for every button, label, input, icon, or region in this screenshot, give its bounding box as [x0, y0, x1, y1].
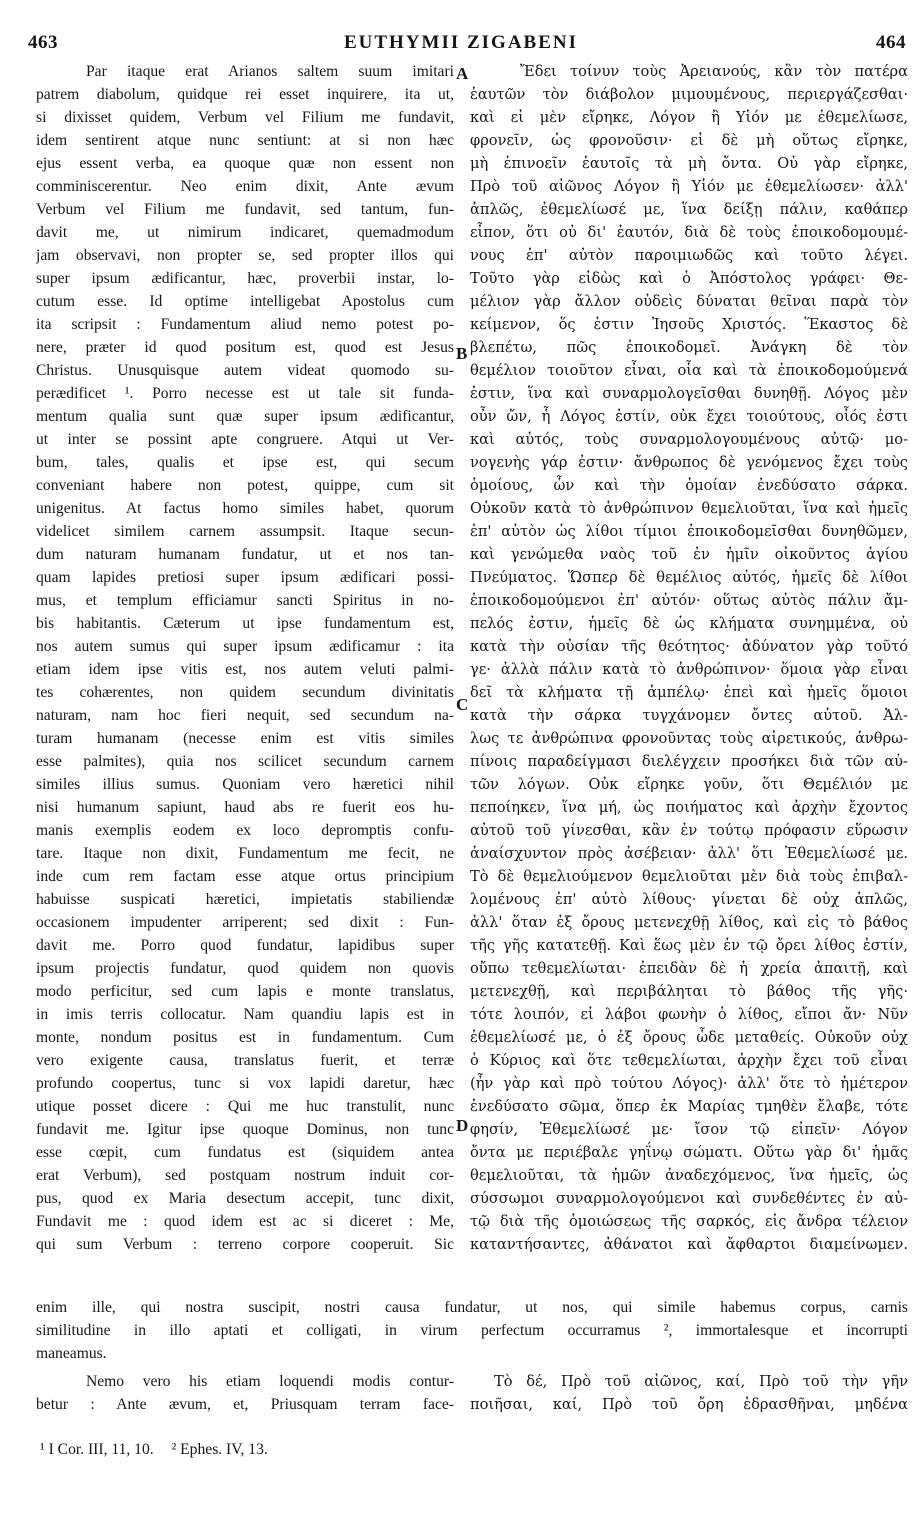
greek-line: Τοῦτο γὰρ εἰδὼς καὶ ὁ Ἀπόστολος γράφει· Θε-: [470, 270, 908, 287]
latin-line: habuisse suspicati hæretici, impietatis stabiliendæ: [36, 891, 454, 908]
full-width-line-2: similitudine in illo aptati et colligati, in virum perfectum occurramus ², immortalesque et incorrupti: [36, 1322, 908, 1339]
footnotes: [40, 1438, 282, 1461]
latin-line: davit me. Porro quod fundatur, lapidibus super: [36, 937, 454, 954]
right-page-number: 464: [876, 32, 906, 53]
greek-line: αὐτοῦ τοῦ γίνεσθαι, κἂν ἐν τούτῳ πρόφασιν εὕρωσιν: [470, 822, 908, 839]
latin-line: ejus essent verba, ea quoque quæ non essent non: [36, 155, 454, 172]
greek-line: φησίν, Ἐθεμελίωσέ με· ἴσον τῷ εἰπεῖν· Λόγον: [470, 1121, 908, 1138]
latin-line: vero exigente causa, translatus fuerit, et terræ: [36, 1052, 454, 1069]
latin-line: utique posset dicere : Qui me huc transtulit, nunc: [36, 1098, 454, 1115]
greek-line: βλεπέτω, πῶς ἐποικοδομεῖ. Ἀνάγκη δὲ τὸν: [470, 339, 908, 356]
latin-line: cutum esse. Id optime intelligebat Apostolus cum: [36, 293, 454, 310]
greek-line: λομένους ἐπ' αὐτὸ λίθους· γίνεται δὲ οὐχ ἁπλῶς,: [470, 891, 908, 908]
left-page-number: 463: [28, 32, 58, 53]
footnote-1: ¹ I Cor. III, 11, 10.: [40, 1441, 154, 1458]
latin-line: videlicet similem carnem assumpsit. Itaque secun-: [36, 523, 454, 540]
latin-line: perædificet ¹. Porro necesse est ut tale sit funda-: [36, 385, 454, 402]
latin-line: Christus. Unusquisque autem videat quomodo su-: [36, 362, 454, 379]
greek-line: ὁ Κύριος καὶ ὅτε τεθεμελίωται, ἀρχὴν ἔχει τοῦ εἶναι: [470, 1052, 908, 1069]
greek-line: ἀναίσχυντον πρὸς ἀσέβειαν· ἀλλ' ὅτι Ἐθεμελίωσέ με.: [470, 845, 908, 862]
greek-line: γε· ἀλλὰ πάλιν κατὰ τὸ ἀνθρώπινον· ὅμοια γὰρ εἶναι: [470, 661, 908, 678]
greek-line: οὖν ὤν, ἧ Λόγος ἐστίν, οὐκ ἔχει τοιούτους, οἷός ἐστι: [470, 408, 908, 425]
greek-line: θεμελιοῦται, τὰ ἡμῶν ἀναδεχόμενος, ἵνα ἡμεῖς, ὡς: [470, 1167, 908, 1184]
full-width-line-1: enim ille, qui nostra suscipit, nostri causa fundatur, ut nos, qui simile habemus corpus, carnis: [36, 1299, 908, 1316]
latin-line: bis habitantis. Cæterum ut ipse fundamentum est,: [36, 615, 454, 632]
greek-line: μὴ ἐπινοεῖν ἑαυτοῖς τὰ μὴ ὄντα. Οὐ γὰρ εἴρηκε,: [470, 155, 908, 172]
latin-column: [36, 60, 454, 1256]
greek-tail-line-2: ποιῆσαι, καί, Πρὸ τοῦ ὄρη ἑδρασθῆναι, μηδένα: [470, 1396, 908, 1413]
greek-line: καὶ αὐτός, τοὺς συναρμολογουμένους αὐτῷ· μο-: [470, 431, 908, 448]
greek-line: τῷ διὰ τῆς ὁμοιώσεως τῆς σαρκός, εἰς ἄνδρα τέλειον: [470, 1213, 908, 1230]
greek-line: πελός ἐστιν, ἡμεῖς δὲ ὡς κλήματα συνημμένα, οὐ: [470, 615, 908, 632]
latin-line: dum naturam humanam fundatur, ut et nos tan-: [36, 546, 454, 563]
greek-line: ἐθεμελίωσέ με, ὁ ἐξ ὄρους ὧδε μεταθείς. Οὐκοῦν οὐχ: [470, 1029, 908, 1046]
margin-letter-d: D: [456, 1116, 469, 1135]
greek-line: Ἔδει τοίνυν τοὺς Ἀρειανούς, κἂν τὸν πατέρα: [520, 63, 908, 80]
greek-line: πεποίηκεν, ἵνα μή, ὡς ποιήματος καὶ ἀρχὴν ἔχοντος: [470, 799, 908, 816]
greek-line: πίνοις παραδείγμασι διελέγχειν προσήκει διὰ τῶν αὐ-: [470, 753, 908, 770]
greek-line: οὔπω τεθεμελίωται· ἐπειδὰν δὲ ἡ χρεία ἀπαιτῇ, καὶ: [470, 960, 908, 977]
latin-line: Par itaque erat Arianos saltem suum imitari: [86, 63, 454, 80]
latin-line: davit me, ut nimirum indicaret, quemadmodum: [36, 224, 454, 241]
latin-line: conveniant habere non potest, quippe, cum sit: [36, 477, 454, 494]
greek-line: ἑαυτῶν τὸν διάβολον μιμουμένους, περιεργάζεσθαι·: [470, 86, 908, 103]
latin-line: super ipsum ædificantur, hæc, proverbii instar, lo-: [36, 270, 454, 287]
greek-line: κατὰ τὴν οὐσίαν τῆς θεότητος· ἀδύνατον γὰρ τοῦτό: [470, 638, 908, 655]
latin-line: ita scripsit : Fundamentum aliud nemo potest po-: [36, 316, 454, 333]
greek-line: φρονεῖν, ὡς φρονοῦσιν· εἰ δὲ μὴ οὕτως εἴρηκε,: [470, 132, 908, 149]
latin-line: tare. Itaque non dixit, Fundamentum me fecit, ne: [36, 845, 454, 862]
latin-line: comminiscerentur. Neo enim dixit, Ante ævum: [36, 178, 454, 195]
latin-line: pus, quod ex Maria desectum accepit, tunc dixit,: [36, 1190, 454, 1207]
greek-line: κατὰ τὴν σάρκα τυγχάνομεν ὄντες αὐτοῦ. Ἀλ-: [470, 707, 908, 724]
greek-line: Πρὸ τοῦ αἰῶνος Λόγον ἢ Υἱόν με ἐθεμελίωσεν· ἀλλ': [470, 178, 908, 195]
greek-line: νογενὴς γάρ ἐστιν· ἄνθρωπος δὲ γενόμενος ἔχει τοὺς: [470, 454, 908, 471]
greek-line: ἐστιν, ἵνα καὶ συναρμολογεῖσθαι δυνηθῇ. Λόγος μὲν: [470, 385, 908, 402]
latin-line: nisi humanum sapiunt, haud abs re fuerit eos hu-: [36, 799, 454, 816]
greek-line: μέλιον γὰρ ἄλλον οὐδεὶς δύναται θεῖναι παρὰ τὸν: [470, 293, 908, 310]
greek-line: τότε λοιπόν, εἰ λάβοι φωνὴν ὁ λίθος, εἴποι ἄν· Νῦν: [470, 1006, 908, 1023]
latin-line: qui sum Verbum : terreno corpore cooperuit. Sic: [36, 1236, 454, 1253]
latin-line: patrem diabolum, quidque rei esset inquirere, ita ut,: [36, 86, 454, 103]
latin-line: mus, et templum efficiamur sancti Spiritus in no-: [36, 592, 454, 609]
greek-line: ἐπ' αὐτὸν ὡς λίθοι τίμιοι ἐποικοδομεῖσθαι δυνηθῶμεν,: [470, 523, 908, 540]
latin-line: tes cohærentes, non quidem secundum divinitatis: [36, 684, 454, 701]
greek-line: καὶ γενώμεθα ναὸς τοῦ ἐν ἡμῖν οἰκοῦντος ἁγίου: [470, 546, 908, 563]
latin-line: naturam, nam hoc fieri nequit, sed secundum na-: [36, 707, 454, 724]
greek-line: ὁμοίους, ὧν καὶ τὴν ὁμοίαν ἐνεδύσατο σάρκα.: [470, 477, 908, 494]
greek-line: μετενεχθῇ, καὶ περιβάληται τὸ βάθος τῆς γῆς·: [470, 983, 908, 1000]
latin-tail-line-2: betur : Ante ævum, et, Priusquam terram face-: [36, 1396, 454, 1413]
greek-line: ἀλλ' ὅταν ἐξ ὄρους μετενεχθῇ λίθος, καὶ εἰς τὸ βάθος: [470, 914, 908, 931]
greek-line: δεῖ τὰ κλήματα τῇ ἀμπέλῳ· ἐπεὶ καὶ ἡμεῖς ὅμοιοι: [470, 684, 908, 701]
greek-line: σύσσωμοι συναρμολογούμενοι καὶ συνδεθέντες ἐν αὐ-: [470, 1190, 908, 1207]
latin-line: in imis terris collocatur. Nam quandiu lapis est in: [36, 1006, 454, 1023]
latin-line: occasionem impudenter arriperent; sed dixit : Fun-: [36, 914, 454, 931]
greek-line: ὄντα με περιέβαλε γηΐνῳ σώματι. Οὕτω γὰρ δι' ἡμᾶς: [470, 1144, 908, 1161]
greek-tail-line-1: Τὸ δέ, Πρὸ τοῦ αἰῶνος, καί, Πρὸ τοῦ τὴν γῆν: [494, 1373, 908, 1390]
latin-line: profundo coopertus, tunc si vox lapidi daretur, hæc: [36, 1075, 454, 1092]
greek-line: τῆς γῆς κατατεθῇ. Καὶ ἕως μὲν ἐν τῷ ὄρει λίθος ἐστίν,: [470, 937, 908, 954]
latin-line: jam observavi, non propter se, sed propter illos qui: [36, 247, 454, 264]
margin-letter-c: C: [456, 695, 469, 714]
greek-line: Οὐκοῦν κατὰ τὸ ἀνθρώπινον θεμελιοῦται, ἵνα καὶ ἡμεῖς: [470, 500, 908, 517]
latin-line: monte, nondum positus est in fundamentum. Cum: [36, 1029, 454, 1046]
greek-line: Τὸ δὲ θεμελιούμενον θεμελιοῦται μὲν διὰ τοὺς ἐπιβαλ-: [470, 868, 908, 885]
latin-line: ut inter se possint apte congruere. Atqui ut Ver-: [36, 431, 454, 448]
latin-line: ipsum projectis fundatur, quod quidem non quovis: [36, 960, 454, 977]
latin-line: modo perficitur, sed cum lapis e monte translatus,: [36, 983, 454, 1000]
greek-line: ἁπλῶς, ἐθεμελίωσέ με, ἵνα δείξῃ πάλιν, καθάπερ: [470, 201, 908, 218]
latin-line: idem sentirent atque nunc sentiunt: at si non hæc: [36, 132, 454, 149]
running-title: EUTHYMII ZIGABENI: [343, 32, 579, 53]
greek-line: καταντήσαντες, ἀθάνατοι καὶ ἄφθαρτοι διαμείνωμεν.: [470, 1236, 908, 1253]
greek-line: Πνεύματος. Ὥσπερ δὲ θεμέλιος αὐτός, ἡμεῖς δὲ λίθοι: [470, 569, 908, 586]
greek-line: (ἦν γὰρ καὶ πρὸ τούτου Λόγος)· ἀλλ' ὅτε τὸ ἡμέτερον: [470, 1075, 908, 1092]
margin-letter-b: B: [456, 344, 468, 363]
greek-line: θεμέλιον τοιοῦτον εἶναι, οἷα καὶ τὰ ἐποικοδομούμενά: [470, 362, 908, 379]
latin-line: similes illius sumus. Quoniam vero hæretici nihil: [36, 776, 454, 793]
margin-letter-a: A: [456, 64, 469, 83]
footnote-2: ² Ephes. IV, 13.: [171, 1441, 268, 1458]
greek-line: ἐποικοδομούμενοι ἐπ' αὐτόν· οὕτως αὐτὸς πάλιν ἄμ-: [470, 592, 908, 609]
latin-line: fundavit me. Igitur ipse quoque Dominus, non tunc: [36, 1121, 454, 1138]
greek-line: εἶπον, ὅτι οὐ δι' ἑαυτόν, διὰ δὲ τοὺς ἐποικοδομουμέ-: [470, 224, 908, 241]
greek-line: νους ἐπ' αὐτὸν παροιμιωδῶς καὶ τοῦτο λέγει.: [470, 247, 908, 264]
latin-line: turam humanam (necesse enim est vitis similes: [36, 730, 454, 747]
latin-line: inde cum rem factam esse atque ortus principium: [36, 868, 454, 885]
latin-line: mentum qualia sunt quæ super ipsum ædificantur,: [36, 408, 454, 425]
latin-line: bum, tales, qualis et ipse est, qui secum: [36, 454, 454, 471]
latin-line: nos autem sumus qui super ipsum ædificamur : ita: [36, 638, 454, 655]
greek-line: λως τε ἀνθρώπινα φρονοῦντας τοὺς αἱρετικούς, ἀνθρω-: [470, 730, 908, 747]
latin-line: quam lapides pretiosi super ipsum ædificari possi-: [36, 569, 454, 586]
latin-line: erat Verbum), sed postquam nostrum induit cor-: [36, 1167, 454, 1184]
full-width-line-3: maneamus.: [36, 1345, 107, 1362]
latin-line: nere, præter id quod positum est, quod est Jesus: [36, 339, 454, 356]
latin-line: unigenitus. At factus homo similes habet, quorum: [36, 500, 454, 517]
latin-line: esse palmites), quia nos scilicet secundum carnem: [36, 753, 454, 770]
greek-line: καὶ εἰ μὲν εἴρηκε, Λόγον ἢ Υἱόν με ἐθεμελίωσε,: [470, 109, 908, 126]
latin-line: Verbum vel Filium me fundavit, sed tantum, fun-: [36, 201, 454, 218]
latin-line: Fundavit me : quod idem est ac si diceret : Me,: [36, 1213, 454, 1230]
latin-line: manis exemplis eodem ex loco depromptis confu-: [36, 822, 454, 839]
greek-line: τῶν λόγων. Οὐκ εἴρηκε γοῦν, ὅτι Θεμέλιόν με: [470, 776, 908, 793]
greek-line: κείμενον, ὅς ἐστιν Ἰησοῦς Χριστός. Ἕκαστος δὲ: [470, 316, 908, 333]
latin-line: si dixisset quidem, Verbum vel Filium me fundavit,: [36, 109, 454, 126]
greek-column: [470, 60, 908, 1256]
latin-tail-line-1: Nemo vero his etiam loquendi modis contur-: [86, 1373, 454, 1390]
greek-line: ἐνεδύσατο σῶμα, ὅπερ ἐκ Μαρίας τμηθὲν ἔλαβε, τότε: [470, 1098, 908, 1115]
latin-line: etiam idem ipse vitis est, nos autem veluti palmi-: [36, 661, 454, 678]
latin-line: esse cœpit, cum fundatus est (siquidem antea: [36, 1144, 454, 1161]
